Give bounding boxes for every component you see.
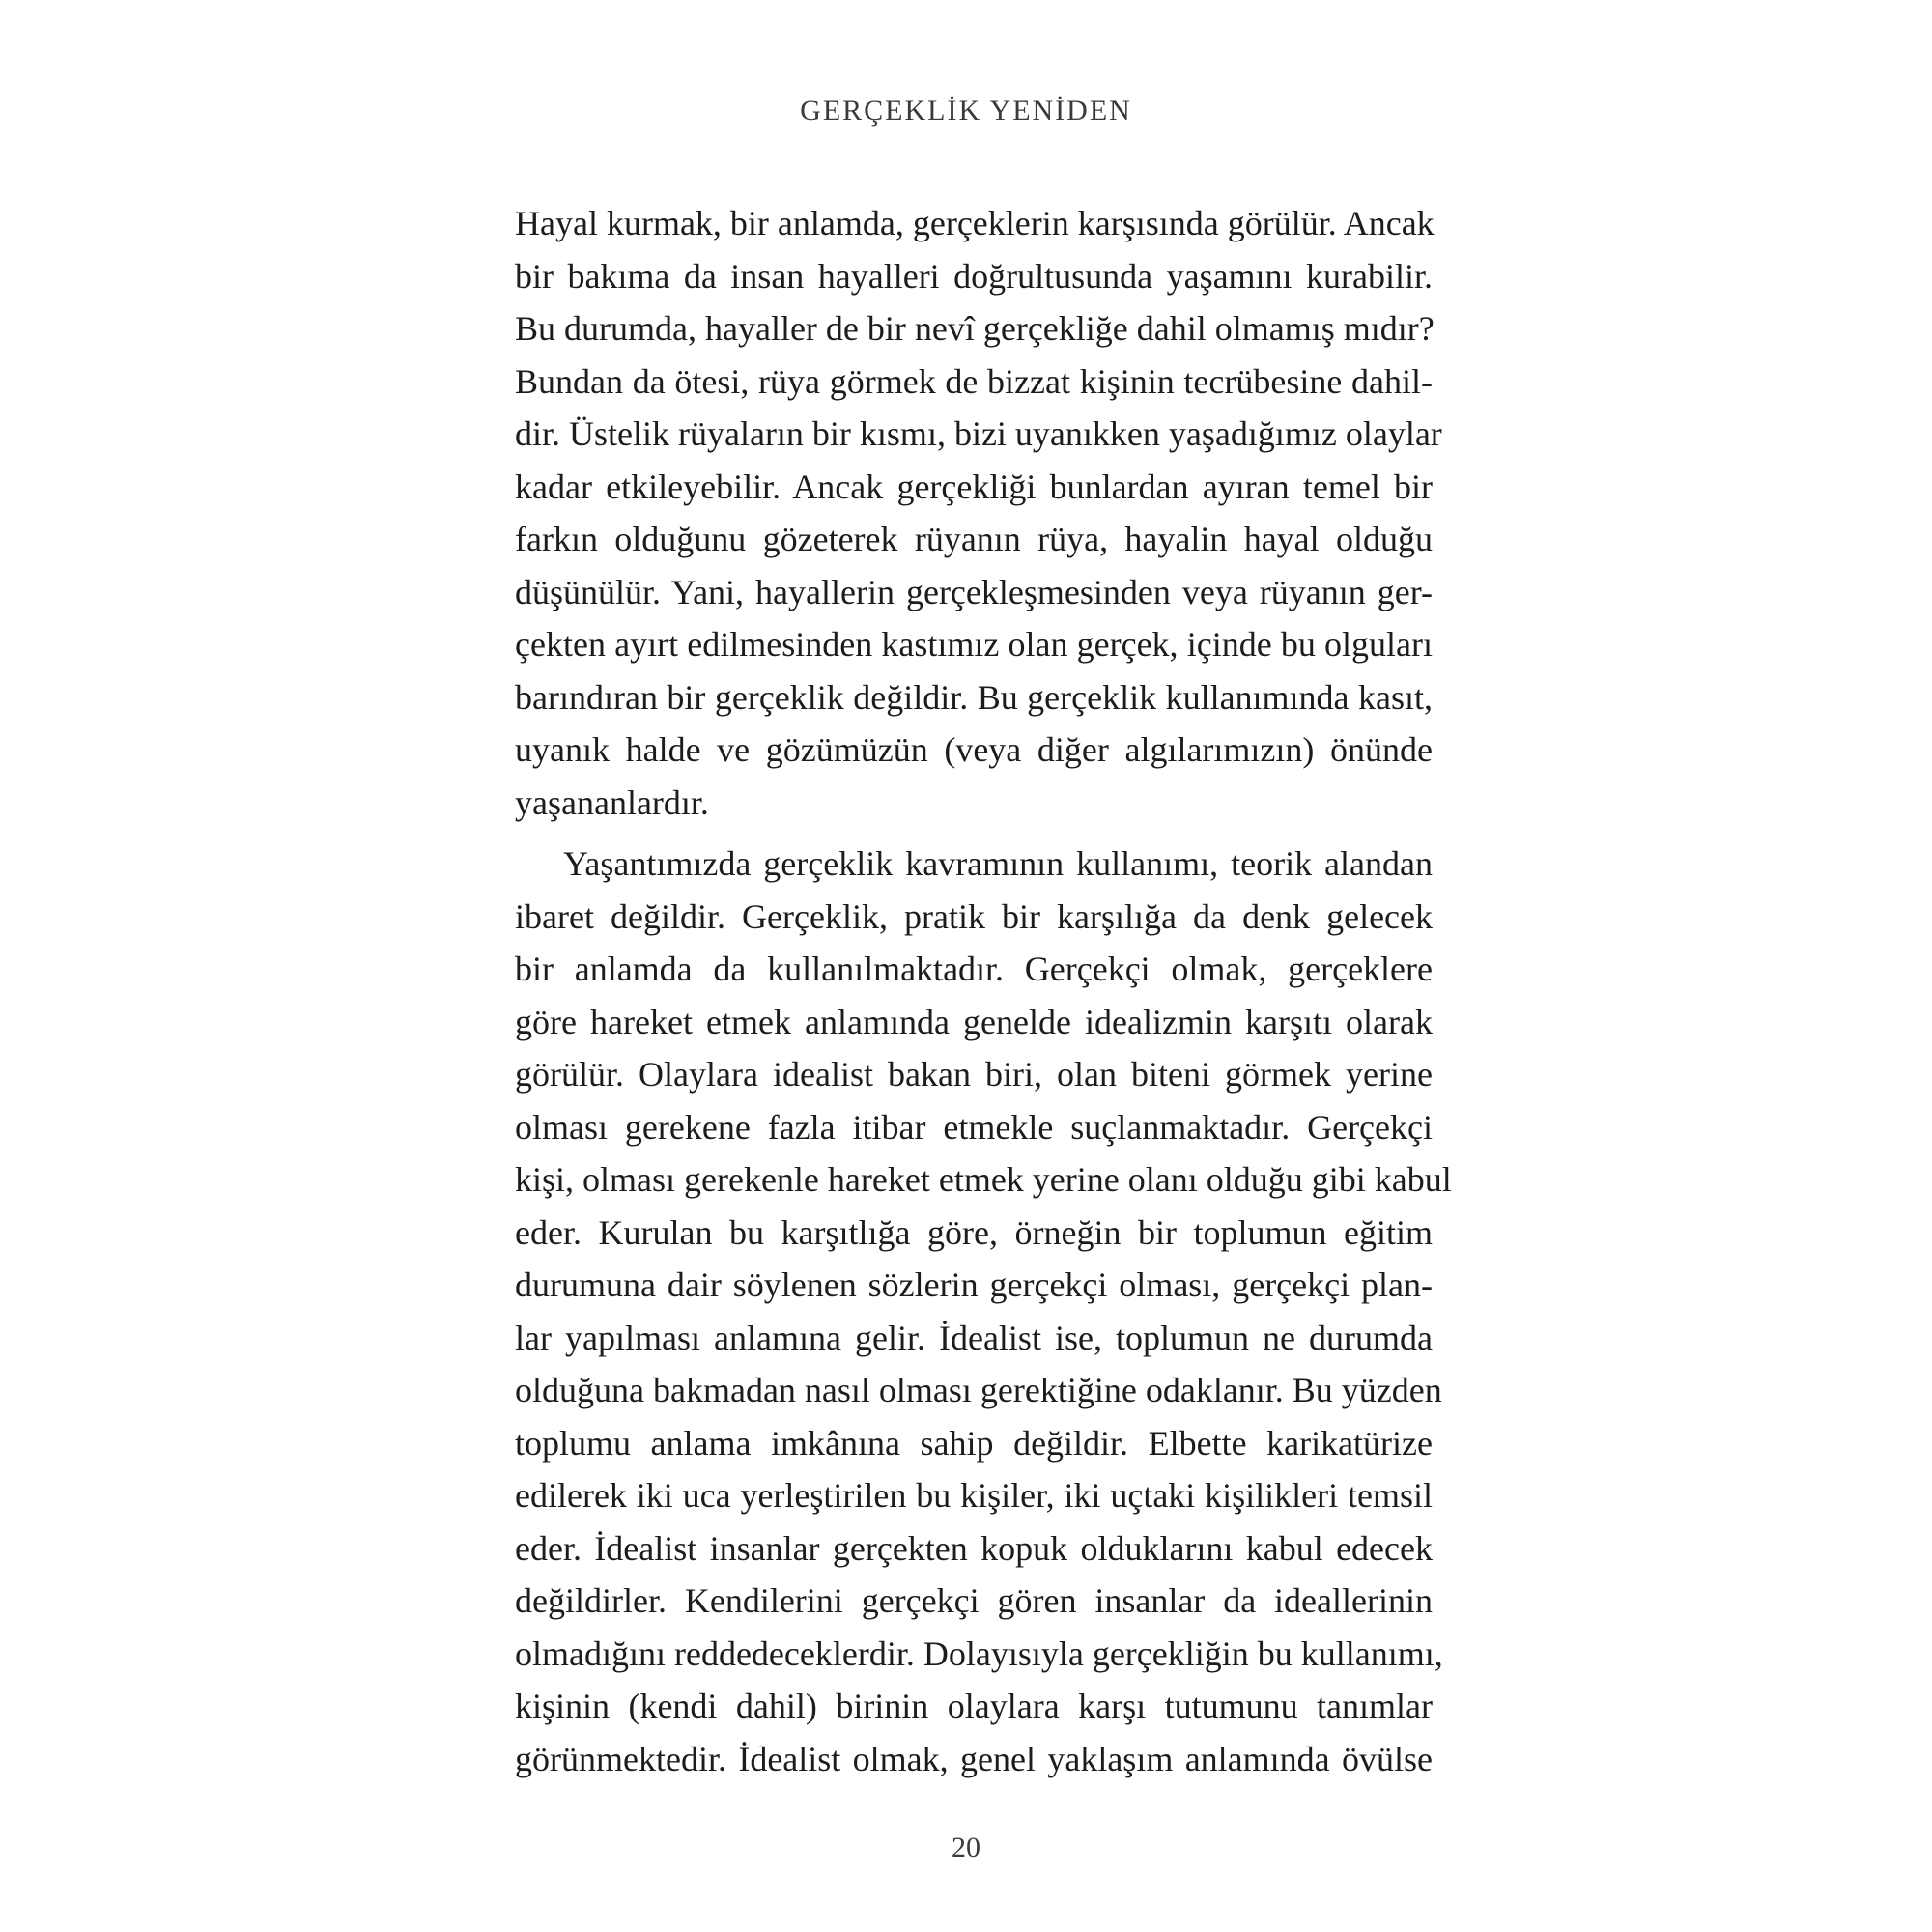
text-line: toplumu anlama imkânına sahip değildir. Elbette karikatürize — [515, 1423, 1433, 1463]
text-line: yaşananlardır. — [515, 782, 709, 822]
text-line: uyanık halde ve gözümüzün (veya diğer algılarımızın) önünde — [515, 730, 1433, 769]
page-number: 20 — [952, 1832, 980, 1863]
text-line: kişinin (kendi dahil) birinin olaylara karşı tutumunu tanımlar — [515, 1687, 1433, 1725]
text-line: durumuna dair söylenen sözlerin gerçekçi olması, gerçekçi plan- — [515, 1265, 1433, 1304]
text-line: Bundan da ötesi, rüya görmek de bizzat kişinin tecrübesine dahil- — [515, 361, 1433, 401]
text-line: Bu durumda, hayaller de bir nevî gerçekliğe dahil olmamış mıdır? — [515, 309, 1435, 348]
running-head: GERÇEKLİK YENİDEN — [800, 95, 1132, 127]
text-line: Hayal kurmak, bir anlamda, gerçeklerin karşısında görülür. Ancak — [515, 204, 1435, 242]
text-line: edilerek iki uca yerleştirilen bu kişiler, iki uçtaki kişilikleri temsil — [515, 1476, 1433, 1515]
text-line: değildirler. Kendilerini gerçekçi gören insanlar da ideallerinin — [515, 1581, 1433, 1620]
text-line: görünmektedir. İdealist olmak, genel yaklaşım anlamında övülse — [515, 1739, 1433, 1778]
text-line: bir bakıma da insan hayalleri doğrultusunda yaşamını kurabilir. — [515, 256, 1433, 296]
text-line: görülür. Olaylara idealist bakan biri, olan biteni görmek yerine — [515, 1055, 1433, 1094]
text-line: lar yapılması anlamına gelir. İdealist ise, toplumun ne durumda — [515, 1318, 1433, 1357]
text-line: çekten ayırt edilmesinden kastımız olan gerçek, içinde bu olguları — [515, 625, 1433, 664]
text-line: eder. İdealist insanlar gerçekten kopuk olduklarını kabul edecek — [515, 1528, 1433, 1568]
text-line: kişi, olması gerekenle hareket etmek yerine olanı olduğu gibi kabul — [515, 1160, 1452, 1199]
paragraph-1 — [515, 197, 1442, 829]
text-line: ibaret değildir. Gerçeklik, pratik bir karşılığa da denk gelecek — [515, 896, 1433, 936]
text-line: olduğuna bakmadan nasıl olması gerektiğine odaklanır. Bu yüzden — [515, 1371, 1442, 1409]
text-line: eder. Kurulan bu karşıtlığa göre, örneğin bir toplumun eğitim — [515, 1212, 1433, 1252]
text-line: olması gerekene fazla itibar etmekle suçlanmaktadır. Gerçekçi — [515, 1107, 1433, 1147]
text-line: dir. Üstelik rüyaların bir kısmı, bizi uyanıkken yaşadığımız olaylar — [515, 414, 1442, 453]
text-line: farkın olduğunu gözeterek rüyanın rüya, hayalin hayal olduğu — [515, 520, 1433, 558]
text-line: Yaşantımızda gerçeklik kavramının kullanımı, teorik alandan — [563, 844, 1433, 883]
text-line: düşünülür. Yani, hayallerin gerçekleşmesinden veya rüyanın ger- — [515, 572, 1433, 611]
text-line: olmadığını reddedeceklerdir. Dolayısıyla gerçekliğin bu kullanımı, — [515, 1634, 1443, 1673]
body-text — [515, 197, 1452, 1785]
text-line: bir anlamda da kullanılmaktadır. Gerçekçi olmak, gerçeklere — [515, 950, 1433, 988]
text-line: barındıran bir gerçeklik değildir. Bu gerçeklik kullanımında kasıt, — [515, 677, 1433, 717]
paragraph-gap — [515, 829, 1433, 838]
text-line: göre hareket etmek anlamında genelde idealizmin karşıtı olarak — [515, 1002, 1433, 1041]
text-line: kadar etkileyebilir. Ancak gerçekliği bunlardan ayıran temel bir — [515, 467, 1433, 506]
paragraph-2 — [515, 838, 1452, 1785]
